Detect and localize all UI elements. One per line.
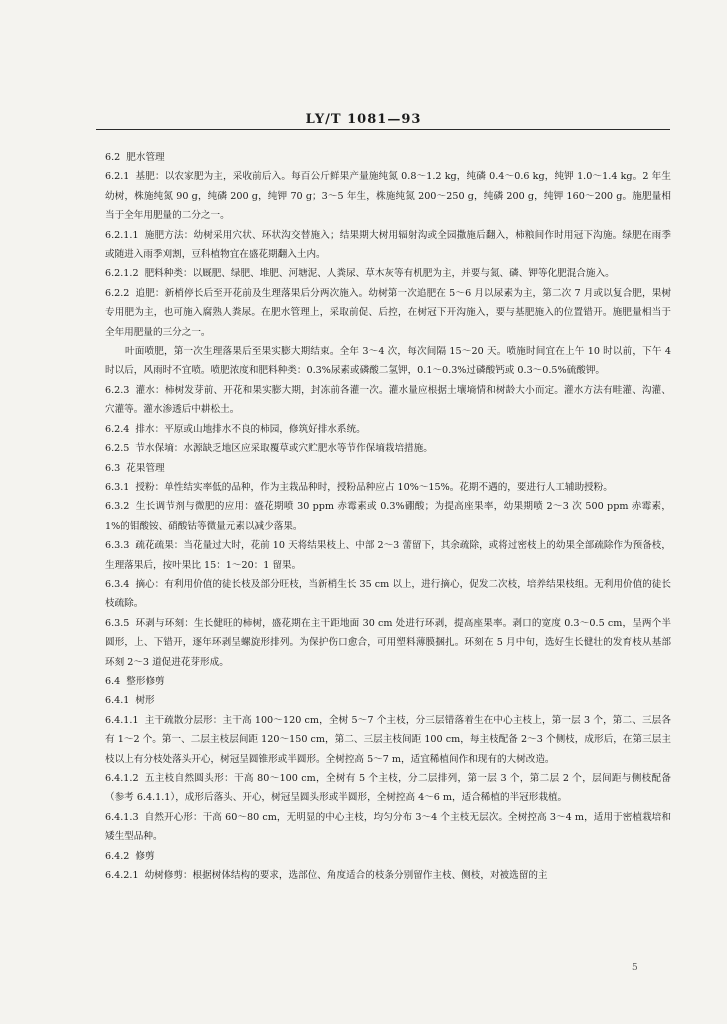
clause-number: 6.2.1 xyxy=(105,171,130,183)
section-heading xyxy=(105,459,671,478)
clause-text: 花果管理 xyxy=(126,462,165,474)
clause-number: 6.2.3 xyxy=(105,384,130,396)
clause-text: 追肥：新梢停长后至开花前及生理落果后分两次施入。幼树第一次追肥在 5～6 月以尿素为主，第二次 7 月或以复合肥，果树专用肥为主，也可施入腐熟人粪尿。在肥水管理上，采取前促、后控，在树冠下开沟施入，要与基肥施入的位置错开。施肥量相当于全年用肥量的三分之一。 xyxy=(105,287,671,338)
document-body xyxy=(105,148,671,885)
header-rule xyxy=(96,129,670,130)
section-heading xyxy=(105,691,671,710)
clause-number: 6.4 xyxy=(105,675,121,687)
paragraph xyxy=(105,536,671,575)
clause-text: 授粉：单性结实率低的品种，作为主栽品种时，授粉品种应占 10%～15%。花期不遇的，要进行人工辅助授粉。 xyxy=(135,481,613,493)
clause-text: 叶面喷肥，第一次生理落果后至果实膨大期结束。全年 3～4 次，每次间隔 15～20 天。喷施时间宜在上午 10 时以前，下午 4 时以后，风雨时不宜喷。喷肥浓度和肥料种类：0.3%尿素或磷酸二氢钾，0.1～0.3%过磷酸钙或 0.3～0.5%硫酸钾。 xyxy=(105,346,671,377)
clause-text: 摘心：有利用价值的徒长枝及部分旺枝，当新梢生长 35 cm 以上，进行摘心，促发二次枝，培养结果枝组。无利用价值的徒长枝疏除。 xyxy=(105,578,671,610)
clause-number: 6.2.5 xyxy=(105,443,130,455)
standard-header: LY/T 1081—93 xyxy=(305,112,422,127)
paragraph xyxy=(105,866,671,885)
paragraph xyxy=(105,381,671,420)
clause-text: 主干疏散分层形：主干高 100～120 cm，全树 5～7 个主枝，分三层错落着生在中心主枝上，第一层 3 个，第二、三层各有 1～2 个。第一、二层主枝层间距 120～150 cm，第二、三层主枝间距 100 cm，每主枝配备 2～3 个侧枝，成形后，在第三层主枝以上有分枝处落头开心，树冠呈圆锥形或半圆形。全树控高 5～7 m，适宜稀植间作和现有的大树改造。 xyxy=(105,714,671,765)
page-number: 5 xyxy=(632,963,638,973)
clause-number: 6.4.1.1 xyxy=(105,714,139,726)
clause-text: 肥料种类：以厩肥、绿肥、堆肥、河塘泥、人粪尿、草木灰等有机肥为主，并要与氮、磷、钾等化肥混合施入。 xyxy=(144,268,615,280)
clause-number: 6.3.3 xyxy=(105,540,130,552)
clause-number: 6.3 xyxy=(105,462,121,474)
clause-text: 基肥：以农家肥为主，采收前后入。每百公斤鲜果产量施纯氮 0.8～1.2 kg，纯磷 0.4～0.6 kg，纯钾 1.0～1.4 kg。2 年生幼树，株施纯氮 90 g，纯磷 200 g，纯钾 70 g；3～5 年生，株施纯氮 200～250 g，纯磷 200 g，纯钾 160～200 g。施肥量相当于全年用肥量的二分之一。 xyxy=(105,171,671,222)
clause-text: 灌水：柿树发芽前、开花和果实膨大期，封冻前各灌一次。灌水量应根据土壤墒情和树龄大小而定。灌水方法有畦灌、沟灌、穴灌等。灌水渗透后中耕松土。 xyxy=(105,384,671,416)
paragraph xyxy=(105,711,671,769)
clause-text: 施肥方法：幼树采用穴状、环状沟交替施入；结果期大树用辐射沟或全园撒施后翻入，柿粮间作时用冠下沟施。绿肥在雨季或随进入雨季刈割，豆科植物宜在盛花期翻入土内。 xyxy=(105,229,671,261)
clause-number: 6.4.1.3 xyxy=(105,811,139,823)
clause-text: 疏花疏果：当花量过大时，花前 10 天将结果枝上、中部 2～3 蕾留下，其余疏除，或将过密枝上的幼果全部疏除作为预备枝，生理落果后，按叶果比 15：1～20：1 留果。 xyxy=(105,540,671,571)
clause-number: 6.3.5 xyxy=(105,617,130,629)
section-heading xyxy=(105,847,671,866)
section-heading xyxy=(105,672,671,691)
clause-text: 整形修剪 xyxy=(126,675,165,687)
clause-text: 排水：平原或山地排水不良的柿园，修筑好排水系统。 xyxy=(135,423,366,435)
clause-number: 6.4.1.2 xyxy=(105,773,139,784)
clause-number: 6.3.4 xyxy=(105,578,130,590)
section-heading xyxy=(105,148,671,167)
clause-text: 五主枝自然圆头形：干高 80～100 cm，全树有 5 个主枝，分二层排列，第一层 3 个，第二层 2 个，层间距与侧枝配备（参考 6.4.1.1），成形后落头、开心，树冠呈圆头形或半圆形，全树控高 4～6 m，适合稀植的半冠形栽植。 xyxy=(105,773,671,804)
paragraph xyxy=(105,497,671,536)
clause-number: 6.2.4 xyxy=(105,423,130,435)
clause-text: 修剪 xyxy=(135,850,155,862)
clause-number: 6.2.2 xyxy=(105,287,130,299)
paragraph xyxy=(105,264,671,283)
clause-text: 树形 xyxy=(135,695,155,707)
clause-number: 6.2.1.1 xyxy=(105,229,139,241)
paragraph xyxy=(105,769,671,808)
paragraph xyxy=(105,808,671,847)
clause-number: 6.4.2 xyxy=(105,850,130,862)
paragraph xyxy=(105,575,671,614)
clause-number: 6.4.1 xyxy=(105,695,130,707)
paragraph xyxy=(105,284,671,342)
paragraph xyxy=(105,167,671,225)
paragraph xyxy=(105,439,671,458)
clause-number: 6.4.2.1 xyxy=(105,870,139,882)
clause-number: 6.2 xyxy=(105,152,121,163)
clause-text: 节水保墒：水源缺乏地区应采取覆草或穴贮肥水等节作保墒栽培措施。 xyxy=(135,443,433,455)
clause-text: 幼树修剪：根据树体结构的要求，选部位、角度适合的枝条分别留作主枝、侧枝，对被选留的主 xyxy=(144,870,548,882)
paragraph xyxy=(105,420,671,439)
clause-number: 6.2.1.2 xyxy=(105,268,139,280)
clause-text: 自然开心形：干高 60～80 cm，无明显的中心主枝，均匀分布 3～4 个主枝无层次。全树控高 3～4 m，适用于密植栽培和矮生型品种。 xyxy=(105,811,671,843)
clause-number: 6.3.1 xyxy=(105,481,130,493)
clause-text: 环剥与环刻：生长健旺的柿树，盛花期在主干距地面 30 cm 处进行环剥，提高座果率。剥口的宽度 0.3～0.5 cm，呈两个半圆形，上、下错开，逐年环剥呈螺旋形排列。为保护伤口愈合，可用塑料薄膜捆扎。环刻在 5 月中旬，选好生长健壮的发育枝从基部环刻 2～3 道促进花芽形成。 xyxy=(105,617,671,668)
clause-text: 肥水管理 xyxy=(126,152,165,163)
paragraph xyxy=(105,478,671,497)
clause-text: 生长调节剂与微肥的应用：盛花期喷 30 ppm 赤霉素或 0.3%硼酸；为提高座果率，幼果期喷 2～3 次 500 ppm 赤霉素，1%的钼酸铵、硝酸钴等微量元素以减少落果。 xyxy=(105,501,671,532)
paragraph xyxy=(105,342,671,381)
paragraph xyxy=(105,226,671,265)
paragraph xyxy=(105,614,671,672)
clause-number: 6.3.2 xyxy=(105,501,130,513)
